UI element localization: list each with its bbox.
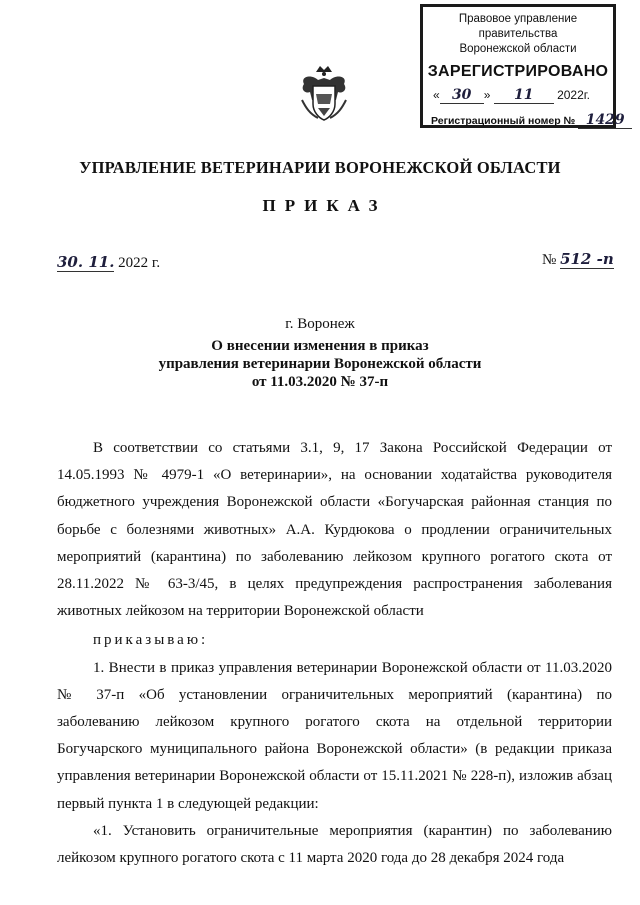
- title-line3: от 11.03.2020 № 37-п: [251, 374, 389, 390]
- paragraph-item-1: 1. Внести в приказ управления ветеринарии Воронежской области от 11.03.2020 № 37-п «Об установлении ограничительных мероприятий (карантина) по заболеванию лейкозом крупного рогатого скота на отдельной территории Богучарского муниципального района Воронежской области» (в редакции приказа управления ветеринарии Воронежской области от 15.11.2021 № 228-п), изложив абзац первый пункта 1 в следующей редакции:: [57, 659, 612, 812]
- coat-of-arms-icon: [298, 64, 350, 124]
- document-body: [57, 435, 612, 872]
- date-printed: 2022 г.: [114, 255, 161, 271]
- stamp-reg-label: Регистрационный номер №: [431, 115, 576, 127]
- stamp-org-line1: Правовое управление правительства: [458, 13, 578, 40]
- title-line2: управления ветеринарии Воронежской области: [158, 356, 482, 372]
- stamp-registration-number: [423, 112, 625, 129]
- document-title: [0, 337, 640, 391]
- stamp-reg-number: 1429: [578, 112, 632, 129]
- stamp-date-day: 30: [440, 87, 484, 104]
- date-handwritten: 30. 11.: [57, 253, 115, 271]
- title-line1: О внесении изменения в приказ: [211, 338, 429, 354]
- stamp-date-month: 11: [494, 87, 554, 104]
- stamp-year-suffix: г.: [583, 88, 591, 102]
- stamp-org-line2: Воронежской области: [459, 43, 577, 55]
- document-number: [542, 250, 614, 269]
- stamp-date-year: 2022: [557, 88, 584, 102]
- paragraph-orders: приказываю:: [93, 632, 209, 649]
- number-handwritten: 512 -п: [560, 250, 614, 268]
- number-label: №: [542, 252, 557, 268]
- document-type: ПРИКАЗ: [262, 196, 387, 215]
- registration-stamp: [420, 4, 625, 128]
- document-date: [57, 253, 160, 272]
- paragraph-quote-1: «1. Установить ограничительные мероприятия (карантин) по заболеванию лейкозом крупного рогатого скота с 11 марта 2020 года до 28 декабря 2024 года: [57, 822, 612, 867]
- paragraph-preamble: В соответствии со статьями 3.1, 9, 17 Закона Российской Федерации от 14.05.1993 № 4979-1 «О ветеринарии», на основании ходатайства руководителя бюджетного учреждения Воронежской области «Богучарская районная станция по борьбе с болезнями животных» А.А. Курдюкова о продлении ограничительных мероприятий (карантина) по заболеванию лейкозом крупного рогатого скота от 28.11.2022 № 63-3/45, в целях предупреждения распространения заболевания животных лейкозом на территории Воронежской области: [57, 440, 612, 620]
- city: г. Воронеж: [285, 316, 355, 332]
- organization-name: УПРАВЛЕНИЕ ВЕТЕРИНАРИИ ВОРОНЕЖСКОЙ ОБЛАСТИ: [79, 158, 561, 177]
- stamp-date: « 30 » 11 2022г.: [433, 87, 591, 103]
- stamp-title: ЗАРЕГИСТРИРОВАНО: [427, 63, 609, 80]
- stamp-organization: [423, 12, 613, 57]
